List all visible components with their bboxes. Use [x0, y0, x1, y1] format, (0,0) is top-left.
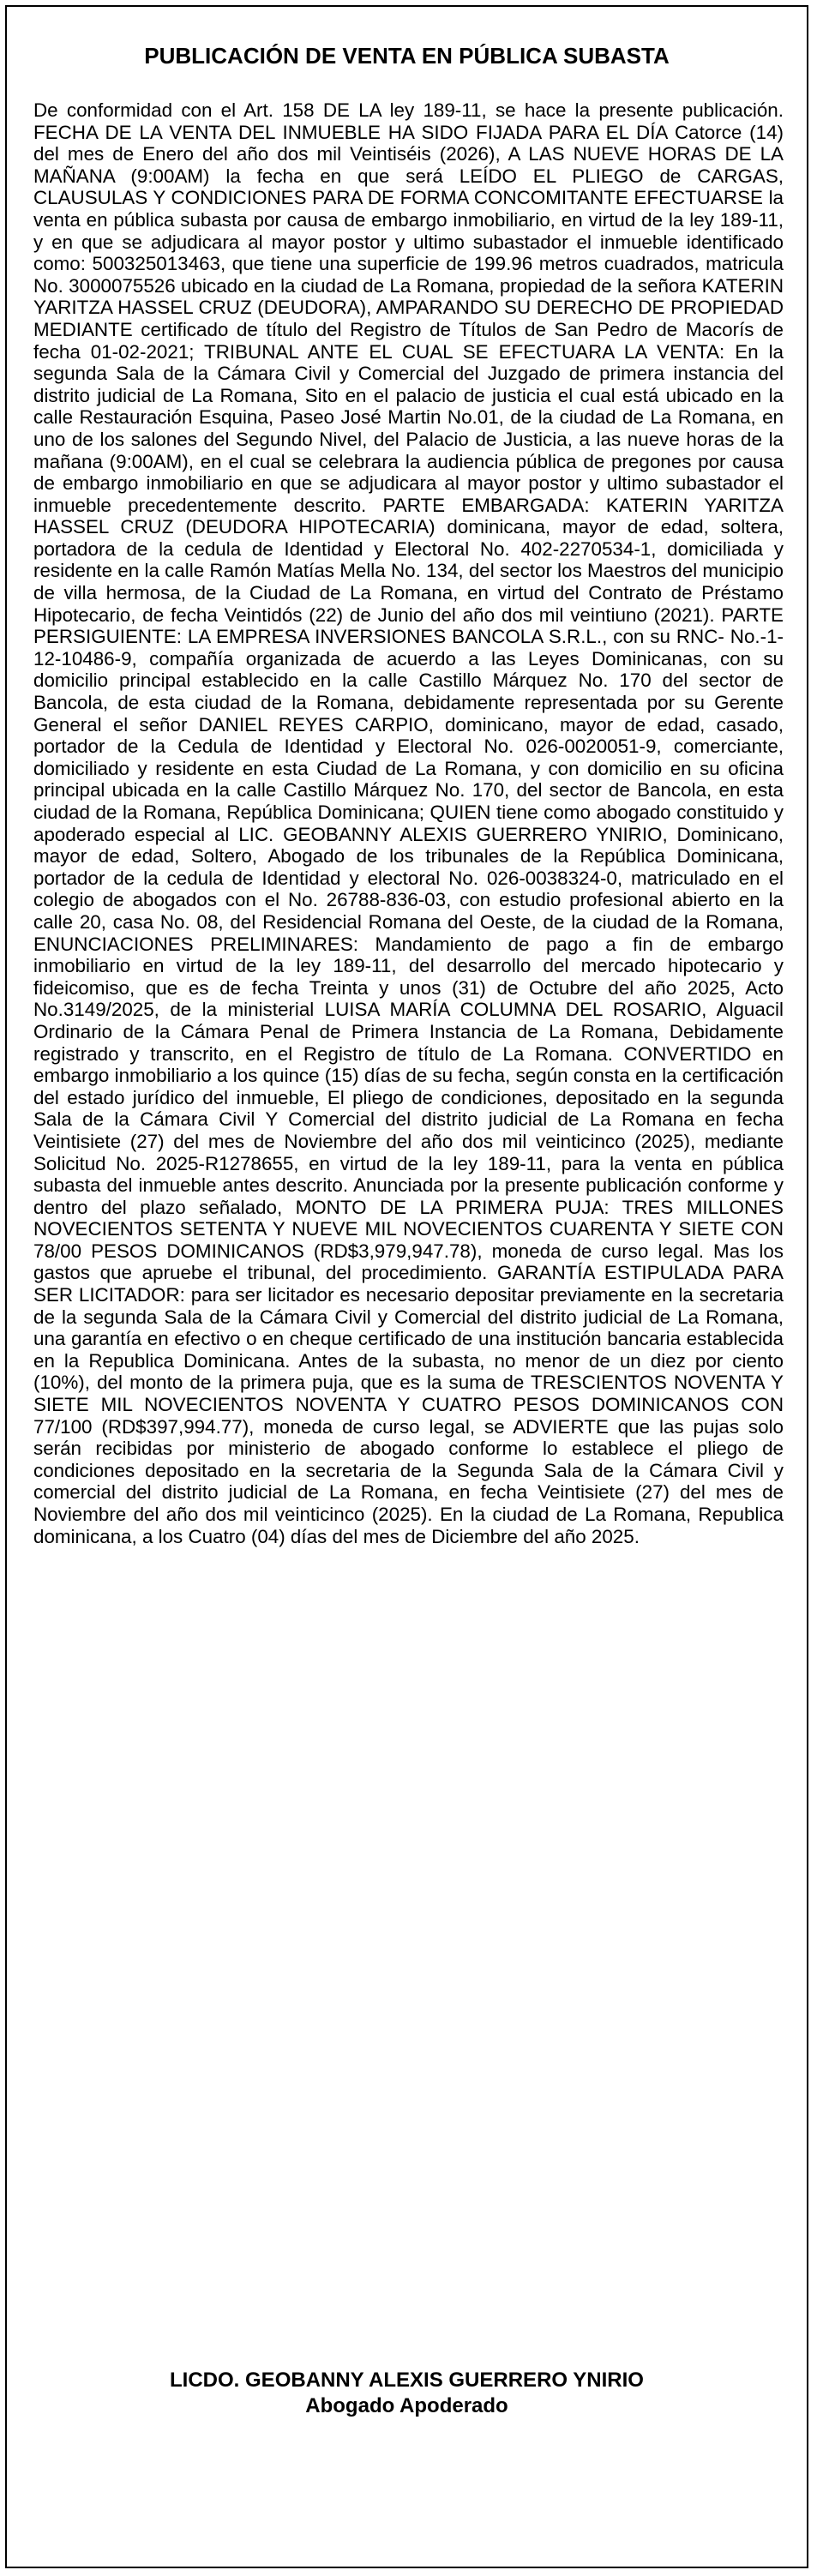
signature-role: Abogado Apoderado — [305, 2394, 508, 2417]
notice-body: De conformidad con el Art. 158 DE LA ley 189-11, se hace la presente publicación. FECHA DE LA VENTA DEL INMUEBLE HA SIDO FIJADA PARA EL DÍA Catorce (14) del mes de Enero del año dos mil Veintiséis (2026), A LAS NUEVE HORAS DE LA MAÑANA (9:00AM) la fecha en que será LEÍDO EL PLIEGO de CARGAS, CLAUSULAS Y CONDICIONES PARA DE FORMA CONCOMITANTE EFECTUARSE la venta en pública subasta por causa de embargo inmobiliario, en virtud de la ley 189-11, y en que se adjudicara al mayor postor y ultimo subastador el inmueble identificado como: 500325013463, que tiene una superficie de 199.96 metros cuadrados, matricula No. 3000075526 ubicado en la ciudad de La Romana, propiedad de la señora KATERIN YARITZA HASSEL CRUZ (DEUDORA), AMPARANDO SU DERECHO DE PROPIEDAD MEDIANTE certificado de título del Registro de Títulos de San Pedro de Macorís de fecha 01-02-2021; TRIBUNAL ANTE EL CUAL SE EFECTUARA LA VENTA: En la segunda Sala de la Cámara Civil y Comercial del Juzgado de primera instancia del distrito judicial de La Romana, Sito en el palacio de justicia el cual está ubicado en la calle Restauración Esquina, Paseo José Martin No.01, de la ciudad de La Romana, en uno de los salones del Segundo Nivel, del Palacio de Justicia, a las nueve horas de la mañana (9:00AM), en el cual se celebrara la audiencia pública de pregones por causa de embargo inmobiliario en que se adjudicara al mayor postor y ultimo subastador el inmueble precedentemente descrito. PARTE EMBARGADA: KATERIN YARITZA HASSEL CRUZ (DEUDORA HIPOTECARIA) dominicana, mayor de edad, soltera, portadora de la cedula de Identidad y Electoral No. 402-2270534-1, domiciliada y residente en la calle Ramón Matías Mella No. 134, del sector los Maestros del municipio de villa hermosa, de la Ciudad de La Romana, en virtud del Contrato de Préstamo Hipotecario, de fecha Veintidós (22) de Junio del año dos mil veintiuno (2021). PARTE PERSIGUIENTE: LA EMPRESA INVERSIONES BANCOLA S.R.L., con su RNC- No.-1-12-10486-9, compañía organizada de acuerdo a las Leyes Dominicanas, con su domicilio principal establecido en la calle Castillo Márquez No. 170 del sector de Bancola, de esta ciudad de la Romana, debidamente representada por su Gerente General el señor DANIEL REYES CARPIO, dominicano, mayor de edad, casado, portador de la Cedula de Identidad y Electoral No. 026-0020051-9, comerciante, domiciliado y residente en esta Ciudad de La Romana, y con domicilio en su oficina principal ubicada en la calle Castillo Márquez No. 170, del sector de Bancola, en esta ciudad de la Romana, República Dominicana; QUIEN tiene como abogado constituido y apoderado especial al LIC. GEOBANNY ALEXIS GUERRERO YNIRIO, Dominicano, mayor de edad, Soltero, Abogado de los tribunales de la República Dominicana, portador de la cedula de Identidad y electoral No. 026-0038324-0, matriculado en el colegio de abogados con el No. 26788-836-03, con estudio profesional abierto en la calle 20, casa No. 08, del Residencial Romana del Oeste, de la ciudad de la Romana, ENUNCIACIONES PRELIMINARES: Mandamiento de pago a fin de embargo inmobiliario en virtud de la ley 189-11, del desarrollo del mercado hipotecario y fideicomiso, que es de fecha Treinta y unos (31) de Octubre del año 2025, Acto No.3149/2025, de la ministerial LUISA MARÍA COLUMNA DEL ROSARIO, Alguacil Ordinario de la Cámara Penal de Primera Instancia de La Romana, Debidamente registrado y transcrito, en el Registro de título de La Romana. CONVERTIDO en embargo inmobiliario a los quince (15) días de su fecha, según consta en la certificación del estado jurídico del inmueble, El pliego de condiciones, depositado en la segunda Sala de la Cámara Civil Y Comercial del distrito judicial de La Romana en fecha Veintisiete (27) del mes de Noviembre del año dos mil veinticinco (2025), mediante Solicitud No. 2025-R1278655, en virtud de la ley 189-11, para la venta en pública subasta del inmueble antes descrito. Anunciada por la presente publicación conforme y dentro del plazo señalado, MONTO DE LA PRIMERA PUJA: TRES MILLONES NOVECIENTOS SETENTA Y NUEVE MIL NOVECIENTOS CUARENTA Y SIETE CON 78/00 PESOS DOMINICANOS (RD$3,979,947.78), moneda de curso legal. Mas los gastos que apruebe el tribunal, del procedimiento. GARANTÍA ESTIPULADA PARA SER LICITADOR: para ser licitador es necesario depositar previamente en la secretaria de la segunda Sala de la Cámara Civil y Comercial del distrito judicial de La Romana, una garantía en efectivo o en cheque certificado de una institución bancaria establecida en la Republica Dominicana. Antes de la subasta, no menor de un diez por ciento (10%), del monto de la primera puja, que es la suma de TRESCIENTOS NOVENTA Y SIETE MIL NOVECIENTOS NOVENTA Y CUATRO PESOS DOMINICANOS CON 77/100 (RD$397,994.77), moneda de curso legal, se ADVIERTE que las pujas solo serán recibidas por ministerio de abogado conforme lo establece el pliego de condiciones depositado en la secretaria de la Segunda Sala de la Cámara Civil y comercial del distrito judicial de La Romana, en fecha Veintisiete (27) del mes de Noviembre del año dos mil veinticinco (2025). En la ciudad de La Romana, Republica dominicana, a los Cuatro (04) días del mes de Diciembre del año 2025. — [33, 99, 784, 1547]
notice-frame — [5, 5, 808, 2568]
signature-block — [7, 2368, 807, 2419]
notice-title: PUBLICACIÓN DE VENTA EN PÚBLICA SUBASTA — [144, 43, 670, 69]
signature-name: LICDO. GEOBANNY ALEXIS GUERRERO YNIRIO — [170, 2369, 644, 2392]
